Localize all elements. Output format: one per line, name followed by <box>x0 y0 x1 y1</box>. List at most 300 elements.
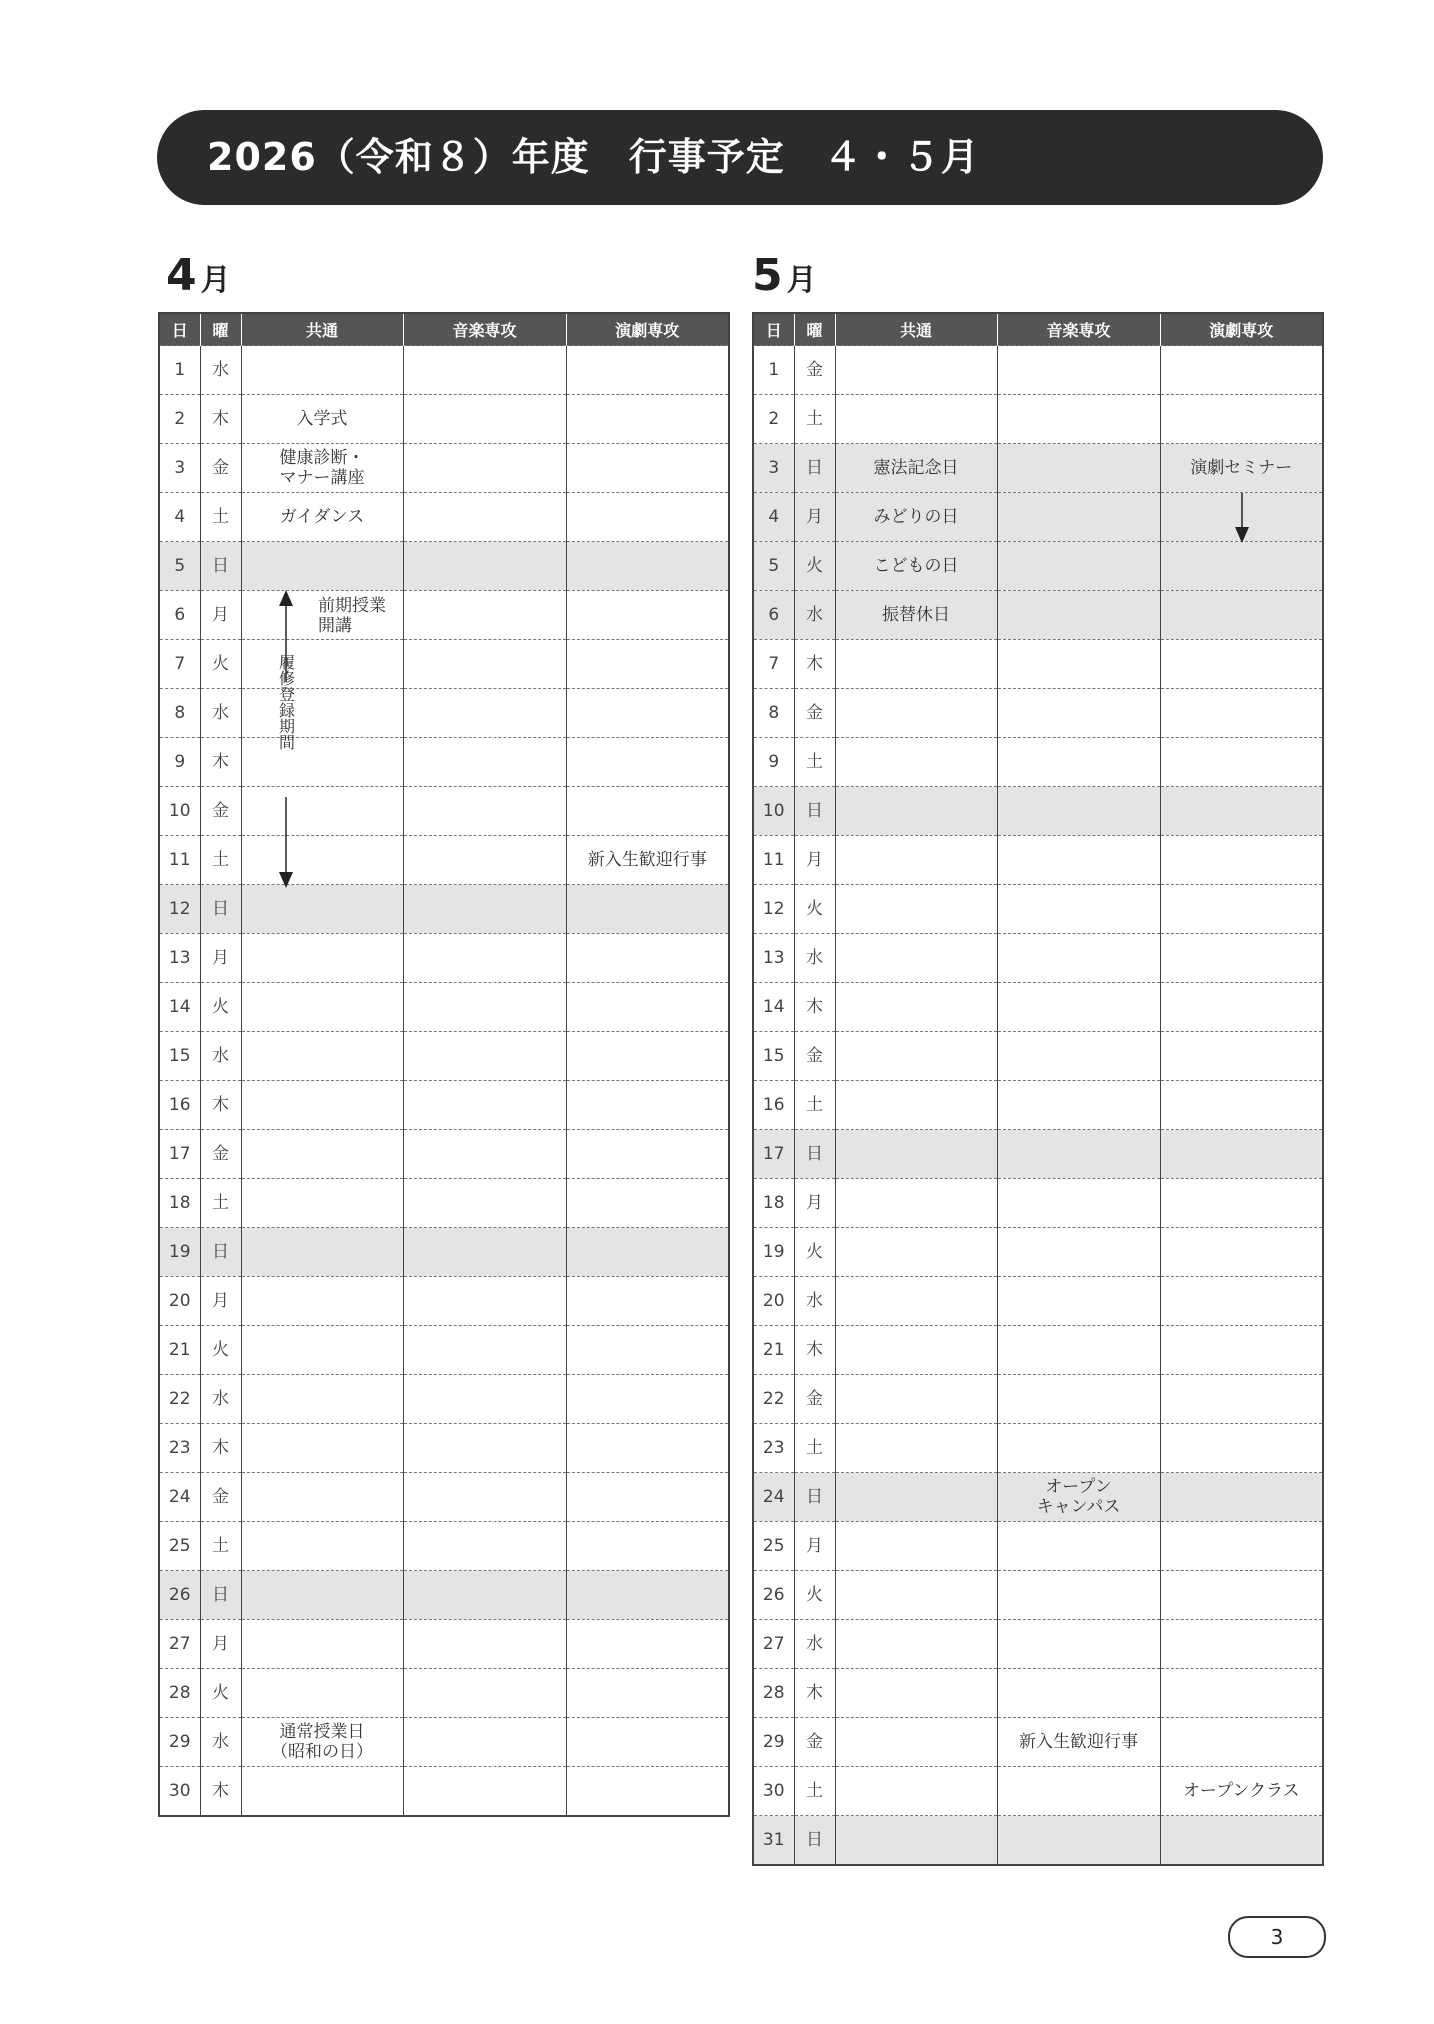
day-cell: 6 <box>753 591 794 640</box>
may-row-8 <box>753 689 1323 738</box>
weekday-cell: 月 <box>200 934 241 983</box>
drama-cell <box>566 934 729 983</box>
music-cell <box>997 1032 1160 1081</box>
day-cell: 9 <box>159 738 200 787</box>
drama-cell <box>1160 836 1323 885</box>
day-cell: 2 <box>159 395 200 444</box>
common-cell <box>835 1375 997 1424</box>
common-cell <box>835 1767 997 1816</box>
may-row-14 <box>753 983 1323 1032</box>
day-cell: 12 <box>753 885 794 934</box>
drama-cell <box>1160 1130 1323 1179</box>
music-cell <box>997 836 1160 885</box>
weekday-cell: 土 <box>200 836 241 885</box>
april-row-12 <box>159 885 729 934</box>
drama-cell <box>1160 346 1323 395</box>
may-row-6 <box>753 591 1323 640</box>
april-row-14 <box>159 983 729 1032</box>
music-cell <box>403 1424 566 1473</box>
weekday-cell: 火 <box>794 1228 835 1277</box>
day-cell: 20 <box>753 1277 794 1326</box>
common-cell: みどりの日 <box>835 493 997 542</box>
music-cell <box>997 395 1160 444</box>
header-day: 日 <box>159 313 200 346</box>
common-cell <box>835 1277 997 1326</box>
day-cell: 12 <box>159 885 200 934</box>
weekday-cell: 金 <box>200 444 241 493</box>
day-cell: 26 <box>753 1571 794 1620</box>
weekday-cell: 火 <box>200 1669 241 1718</box>
april-row-5 <box>159 542 729 591</box>
music-cell <box>403 346 566 395</box>
april-row-27 <box>159 1620 729 1669</box>
common-cell <box>241 1620 403 1669</box>
drama-cell <box>566 787 729 836</box>
header-weekday: 曜 <box>200 313 241 346</box>
music-cell <box>403 738 566 787</box>
weekday-cell: 日 <box>200 885 241 934</box>
common-cell <box>241 1228 403 1277</box>
common-cell <box>835 1620 997 1669</box>
term-start-note <box>318 597 386 636</box>
weekday-cell: 土 <box>200 1179 241 1228</box>
may-row-16 <box>753 1081 1323 1130</box>
common-cell: 憲法記念日 <box>835 444 997 493</box>
music-cell <box>403 640 566 689</box>
drama-cell <box>1160 1620 1323 1669</box>
weekday-cell: 日 <box>200 542 241 591</box>
april-month-unit: 月 <box>200 263 231 298</box>
term-start-line-1: 前期授業 <box>318 596 386 616</box>
day-cell: 20 <box>159 1277 200 1326</box>
drama-cell <box>1160 1228 1323 1277</box>
common-cell <box>241 983 403 1032</box>
music-cell <box>403 1130 566 1179</box>
drama-cell <box>566 1522 729 1571</box>
drama-cell <box>566 542 729 591</box>
day-cell: 18 <box>753 1179 794 1228</box>
day-cell: 3 <box>753 444 794 493</box>
header-day: 日 <box>753 313 794 346</box>
common-cell <box>241 1669 403 1718</box>
may-header-row <box>753 313 1323 346</box>
music-cell <box>997 444 1160 493</box>
common-cell <box>241 787 403 836</box>
drama-cell <box>566 983 729 1032</box>
common-cell <box>241 1179 403 1228</box>
weekday-cell: 水 <box>200 346 241 395</box>
common-cell <box>241 1277 403 1326</box>
page-title: 2026（令和８）年度 行事予定 ４・５月 <box>207 135 980 179</box>
drama-cell <box>566 1277 729 1326</box>
day-cell: 27 <box>159 1620 200 1669</box>
weekday-cell: 月 <box>200 591 241 640</box>
day-cell: 1 <box>753 346 794 395</box>
may-row-15 <box>753 1032 1323 1081</box>
drama-cell <box>1160 1424 1323 1473</box>
drama-cell <box>1160 640 1323 689</box>
drama-cell <box>566 1718 729 1767</box>
drama-cell <box>566 738 729 787</box>
weekday-cell: 金 <box>794 346 835 395</box>
day-cell: 17 <box>753 1130 794 1179</box>
common-cell <box>241 1522 403 1571</box>
music-cell <box>403 1228 566 1277</box>
weekday-cell: 火 <box>200 983 241 1032</box>
may-row-18 <box>753 1179 1323 1228</box>
weekday-cell: 日 <box>200 1571 241 1620</box>
weekday-cell: 月 <box>794 1179 835 1228</box>
april-row-24 <box>159 1473 729 1522</box>
may-row-30 <box>753 1767 1323 1816</box>
may-calendar-table <box>752 312 1324 1866</box>
music-cell <box>997 346 1160 395</box>
day-cell: 8 <box>753 689 794 738</box>
day-cell: 21 <box>753 1326 794 1375</box>
music-cell <box>403 542 566 591</box>
april-row-4 <box>159 493 729 542</box>
may-row-24 <box>753 1473 1323 1522</box>
common-cell <box>835 1424 997 1473</box>
weekday-cell: 土 <box>794 395 835 444</box>
drama-cell <box>566 1571 729 1620</box>
april-row-1 <box>159 346 729 395</box>
drama-cell <box>566 1669 729 1718</box>
april-row-3 <box>159 444 729 493</box>
music-cell <box>403 836 566 885</box>
weekday-cell: 金 <box>794 1375 835 1424</box>
common-cell: ガイダンス <box>241 493 403 542</box>
drama-cell <box>1160 934 1323 983</box>
day-cell: 5 <box>753 542 794 591</box>
may-row-11 <box>753 836 1323 885</box>
music-cell <box>997 1767 1160 1816</box>
weekday-cell: 木 <box>794 1669 835 1718</box>
day-cell: 15 <box>753 1032 794 1081</box>
weekday-cell: 木 <box>200 1424 241 1473</box>
weekday-cell: 水 <box>200 1718 241 1767</box>
day-cell: 10 <box>159 787 200 836</box>
music-cell <box>997 1130 1160 1179</box>
may-row-29 <box>753 1718 1323 1767</box>
weekday-cell: 土 <box>200 1522 241 1571</box>
day-cell: 6 <box>159 591 200 640</box>
common-cell: 健康診断・ マナー講座 <box>241 444 403 493</box>
common-cell: こどもの日 <box>835 542 997 591</box>
drama-cell <box>566 1620 729 1669</box>
music-cell <box>403 591 566 640</box>
common-cell <box>835 885 997 934</box>
common-cell <box>835 1032 997 1081</box>
weekday-cell: 金 <box>794 1032 835 1081</box>
registration-period-arrow-icon <box>275 590 297 888</box>
april-calendar-table <box>158 312 730 1817</box>
drama-cell: 演劇セミナー <box>1160 444 1323 493</box>
may-row-5 <box>753 542 1323 591</box>
day-cell: 26 <box>159 1571 200 1620</box>
common-cell <box>835 1816 997 1866</box>
drama-cell: オープンクラス <box>1160 1767 1323 1816</box>
day-cell: 3 <box>159 444 200 493</box>
april-row-28 <box>159 1669 729 1718</box>
day-cell: 23 <box>159 1424 200 1473</box>
music-cell <box>997 1522 1160 1571</box>
weekday-cell: 金 <box>200 1130 241 1179</box>
common-cell <box>241 542 403 591</box>
music-cell <box>403 493 566 542</box>
april-row-17 <box>159 1130 729 1179</box>
weekday-cell: 月 <box>794 493 835 542</box>
may-row-7 <box>753 640 1323 689</box>
weekday-cell: 火 <box>794 542 835 591</box>
common-cell: 入学式 <box>241 395 403 444</box>
may-row-17 <box>753 1130 1323 1179</box>
drama-cell <box>1160 1473 1323 1522</box>
common-cell <box>835 738 997 787</box>
common-cell <box>241 1130 403 1179</box>
day-cell: 19 <box>159 1228 200 1277</box>
drama-cell <box>1160 738 1323 787</box>
may-row-25 <box>753 1522 1323 1571</box>
music-cell <box>997 493 1160 542</box>
common-cell <box>835 640 997 689</box>
music-cell <box>403 1375 566 1424</box>
day-cell: 16 <box>753 1081 794 1130</box>
common-cell <box>835 1571 997 1620</box>
drama-cell <box>566 1081 729 1130</box>
music-cell <box>403 1718 566 1767</box>
day-cell: 4 <box>159 493 200 542</box>
april-heading <box>166 250 231 301</box>
weekday-cell: 水 <box>200 1375 241 1424</box>
day-cell: 21 <box>159 1326 200 1375</box>
weekday-cell: 木 <box>200 738 241 787</box>
music-cell <box>403 1179 566 1228</box>
may-row-12 <box>753 885 1323 934</box>
day-cell: 15 <box>159 1032 200 1081</box>
day-cell: 1 <box>159 346 200 395</box>
day-cell: 24 <box>159 1473 200 1522</box>
drama-cell <box>566 640 729 689</box>
drama-cell <box>1160 591 1323 640</box>
drama-cell <box>566 1228 729 1277</box>
drama-cell <box>1160 395 1323 444</box>
drama-cell <box>1160 1179 1323 1228</box>
may-month-unit: 月 <box>786 263 817 298</box>
header-drama-major: 演劇専攻 <box>566 313 729 346</box>
may-row-9 <box>753 738 1323 787</box>
music-cell <box>997 1228 1160 1277</box>
common-cell <box>835 346 997 395</box>
drama-cell <box>566 444 729 493</box>
drama-cell <box>1160 1277 1323 1326</box>
weekday-cell: 土 <box>794 1424 835 1473</box>
weekday-cell: 火 <box>794 1571 835 1620</box>
drama-cell <box>1160 1669 1323 1718</box>
weekday-cell: 木 <box>794 640 835 689</box>
drama-cell <box>1160 885 1323 934</box>
day-cell: 10 <box>753 787 794 836</box>
may-heading <box>752 250 817 301</box>
music-cell <box>997 591 1160 640</box>
day-cell: 19 <box>753 1228 794 1277</box>
common-cell <box>241 1473 403 1522</box>
may-row-28 <box>753 1669 1323 1718</box>
weekday-cell: 水 <box>794 1620 835 1669</box>
april-row-13 <box>159 934 729 983</box>
common-cell <box>835 787 997 836</box>
day-cell: 9 <box>753 738 794 787</box>
day-cell: 31 <box>753 1816 794 1866</box>
header-common: 共通 <box>835 313 997 346</box>
drama-cell <box>566 395 729 444</box>
drama-cell <box>566 1375 729 1424</box>
weekday-cell: 日 <box>794 1473 835 1522</box>
drama-cell <box>1160 983 1323 1032</box>
music-cell <box>997 1081 1160 1130</box>
april-row-10 <box>159 787 729 836</box>
may-row-19 <box>753 1228 1323 1277</box>
day-cell: 29 <box>753 1718 794 1767</box>
drama-cell <box>566 1473 729 1522</box>
drama-cell <box>1160 1375 1323 1424</box>
music-cell <box>997 1179 1160 1228</box>
music-cell <box>997 640 1160 689</box>
common-cell <box>241 1571 403 1620</box>
header-music-major: 音楽専攻 <box>997 313 1160 346</box>
may-row-2 <box>753 395 1323 444</box>
day-cell: 5 <box>159 542 200 591</box>
weekday-cell: 水 <box>794 1277 835 1326</box>
common-cell <box>835 1081 997 1130</box>
drama-cell <box>1160 787 1323 836</box>
music-cell <box>997 1424 1160 1473</box>
common-cell: 振替休日 <box>835 591 997 640</box>
svg-text:履修登録期間: 履修登録期間 <box>276 654 296 750</box>
common-cell <box>835 934 997 983</box>
april-row-20 <box>159 1277 729 1326</box>
header-common: 共通 <box>241 313 403 346</box>
common-cell <box>835 689 997 738</box>
common-cell <box>835 1718 997 1767</box>
weekday-cell: 木 <box>794 1326 835 1375</box>
may-row-22 <box>753 1375 1323 1424</box>
common-cell <box>835 836 997 885</box>
music-cell <box>403 934 566 983</box>
day-cell: 16 <box>159 1081 200 1130</box>
weekday-cell: 水 <box>200 689 241 738</box>
april-row-7 <box>159 640 729 689</box>
day-cell: 29 <box>159 1718 200 1767</box>
may-row-1 <box>753 346 1323 395</box>
music-cell <box>403 1473 566 1522</box>
music-cell <box>403 1326 566 1375</box>
day-cell: 13 <box>753 934 794 983</box>
drama-cell: 新入生歓迎行事 <box>566 836 729 885</box>
music-cell <box>403 1032 566 1081</box>
day-cell: 30 <box>753 1767 794 1816</box>
header-music-major: 音楽専攻 <box>403 313 566 346</box>
may-row-31 <box>753 1816 1323 1866</box>
common-cell: 通常授業日 （昭和の日） <box>241 1718 403 1767</box>
day-cell: 13 <box>159 934 200 983</box>
common-cell <box>241 1081 403 1130</box>
april-header-row <box>159 313 729 346</box>
may-row-10 <box>753 787 1323 836</box>
april-row-29 <box>159 1718 729 1767</box>
weekday-cell: 火 <box>200 640 241 689</box>
drama-cell <box>1160 542 1323 591</box>
day-cell: 7 <box>159 640 200 689</box>
common-cell <box>835 1522 997 1571</box>
common-cell <box>835 1326 997 1375</box>
drama-cell <box>1160 1522 1323 1571</box>
music-cell <box>997 885 1160 934</box>
april-row-30 <box>159 1767 729 1817</box>
common-cell <box>241 1032 403 1081</box>
april-row-18 <box>159 1179 729 1228</box>
common-cell <box>241 738 403 787</box>
music-cell <box>997 983 1160 1032</box>
weekday-cell: 日 <box>794 1816 835 1866</box>
music-cell <box>403 983 566 1032</box>
music-cell <box>997 934 1160 983</box>
day-cell: 17 <box>159 1130 200 1179</box>
weekday-cell: 金 <box>794 689 835 738</box>
weekday-cell: 土 <box>794 1767 835 1816</box>
common-cell <box>835 1473 997 1522</box>
music-cell <box>403 787 566 836</box>
may-row-27 <box>753 1620 1323 1669</box>
weekday-cell: 月 <box>200 1620 241 1669</box>
music-cell <box>403 689 566 738</box>
music-cell <box>403 1767 566 1817</box>
music-cell: オープン キャンパス <box>997 1473 1160 1522</box>
may-row-20 <box>753 1277 1323 1326</box>
common-cell <box>241 1326 403 1375</box>
common-cell <box>241 689 403 738</box>
common-cell <box>241 1375 403 1424</box>
drama-cell <box>1160 1571 1323 1620</box>
music-cell <box>997 1326 1160 1375</box>
music-cell <box>403 395 566 444</box>
day-cell: 30 <box>159 1767 200 1817</box>
common-cell <box>241 836 403 885</box>
day-cell: 25 <box>753 1522 794 1571</box>
music-cell <box>997 738 1160 787</box>
drama-cell <box>566 591 729 640</box>
day-cell: 7 <box>753 640 794 689</box>
music-cell <box>997 787 1160 836</box>
header-weekday: 曜 <box>794 313 835 346</box>
may-row-13 <box>753 934 1323 983</box>
weekday-cell: 金 <box>794 1718 835 1767</box>
weekday-cell: 金 <box>200 787 241 836</box>
day-cell: 27 <box>753 1620 794 1669</box>
weekday-cell: 月 <box>200 1277 241 1326</box>
drama-cell <box>566 493 729 542</box>
music-cell <box>997 1571 1160 1620</box>
drama-cell <box>566 1032 729 1081</box>
common-cell <box>835 1130 997 1179</box>
common-cell <box>835 1179 997 1228</box>
music-cell <box>997 542 1160 591</box>
may-row-26 <box>753 1571 1323 1620</box>
drama-cell <box>566 1130 729 1179</box>
day-cell: 25 <box>159 1522 200 1571</box>
april-row-2 <box>159 395 729 444</box>
common-cell <box>835 1228 997 1277</box>
